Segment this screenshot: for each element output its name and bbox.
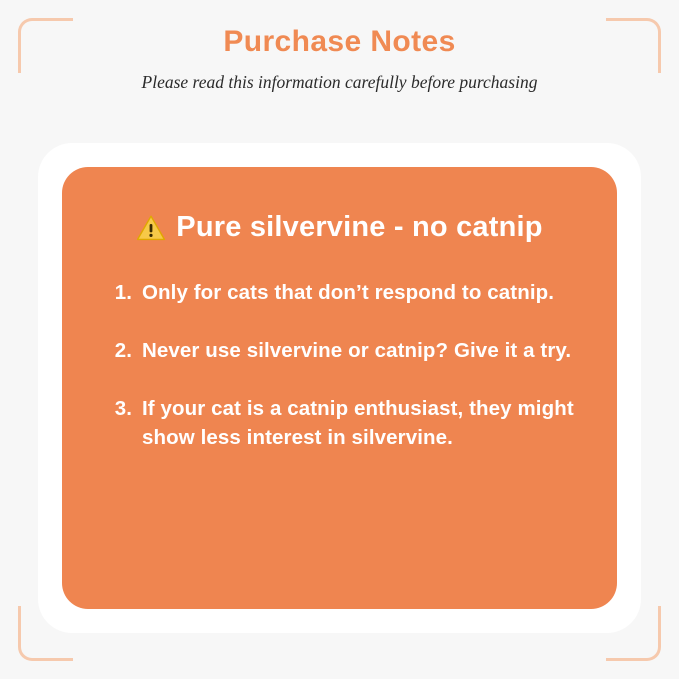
list-item-number: 2. [114,339,132,363]
list-item [96,278,583,307]
corner-bracket-top-left [18,18,73,73]
notes-list [96,278,583,452]
card-heading [96,211,583,244]
corner-bracket-top-right [606,18,661,73]
list-item [96,336,583,365]
card-heading-text: Pure silvervine - no catnip [176,211,543,243]
notes-card [62,167,617,609]
list-item-number: 3. [114,397,132,421]
list-item-number: 1. [114,281,132,304]
notes-card-frame [38,143,641,633]
warning-triangle-icon [136,214,166,242]
list-item-label: If your cat is a catnip enthusiast, they might show less interest in silvervine. [142,397,574,450]
list-item-label: Only for cats that don’t respond to catnip. [142,281,555,304]
page-subtitle: Please read this information carefully before purchasing [141,72,538,92]
page-header [0,0,679,94]
list-item-label: Never use silvervine or catnip? Give it a try. [142,339,572,363]
list-item [96,394,583,452]
page-title: Purchase Notes [223,25,456,58]
